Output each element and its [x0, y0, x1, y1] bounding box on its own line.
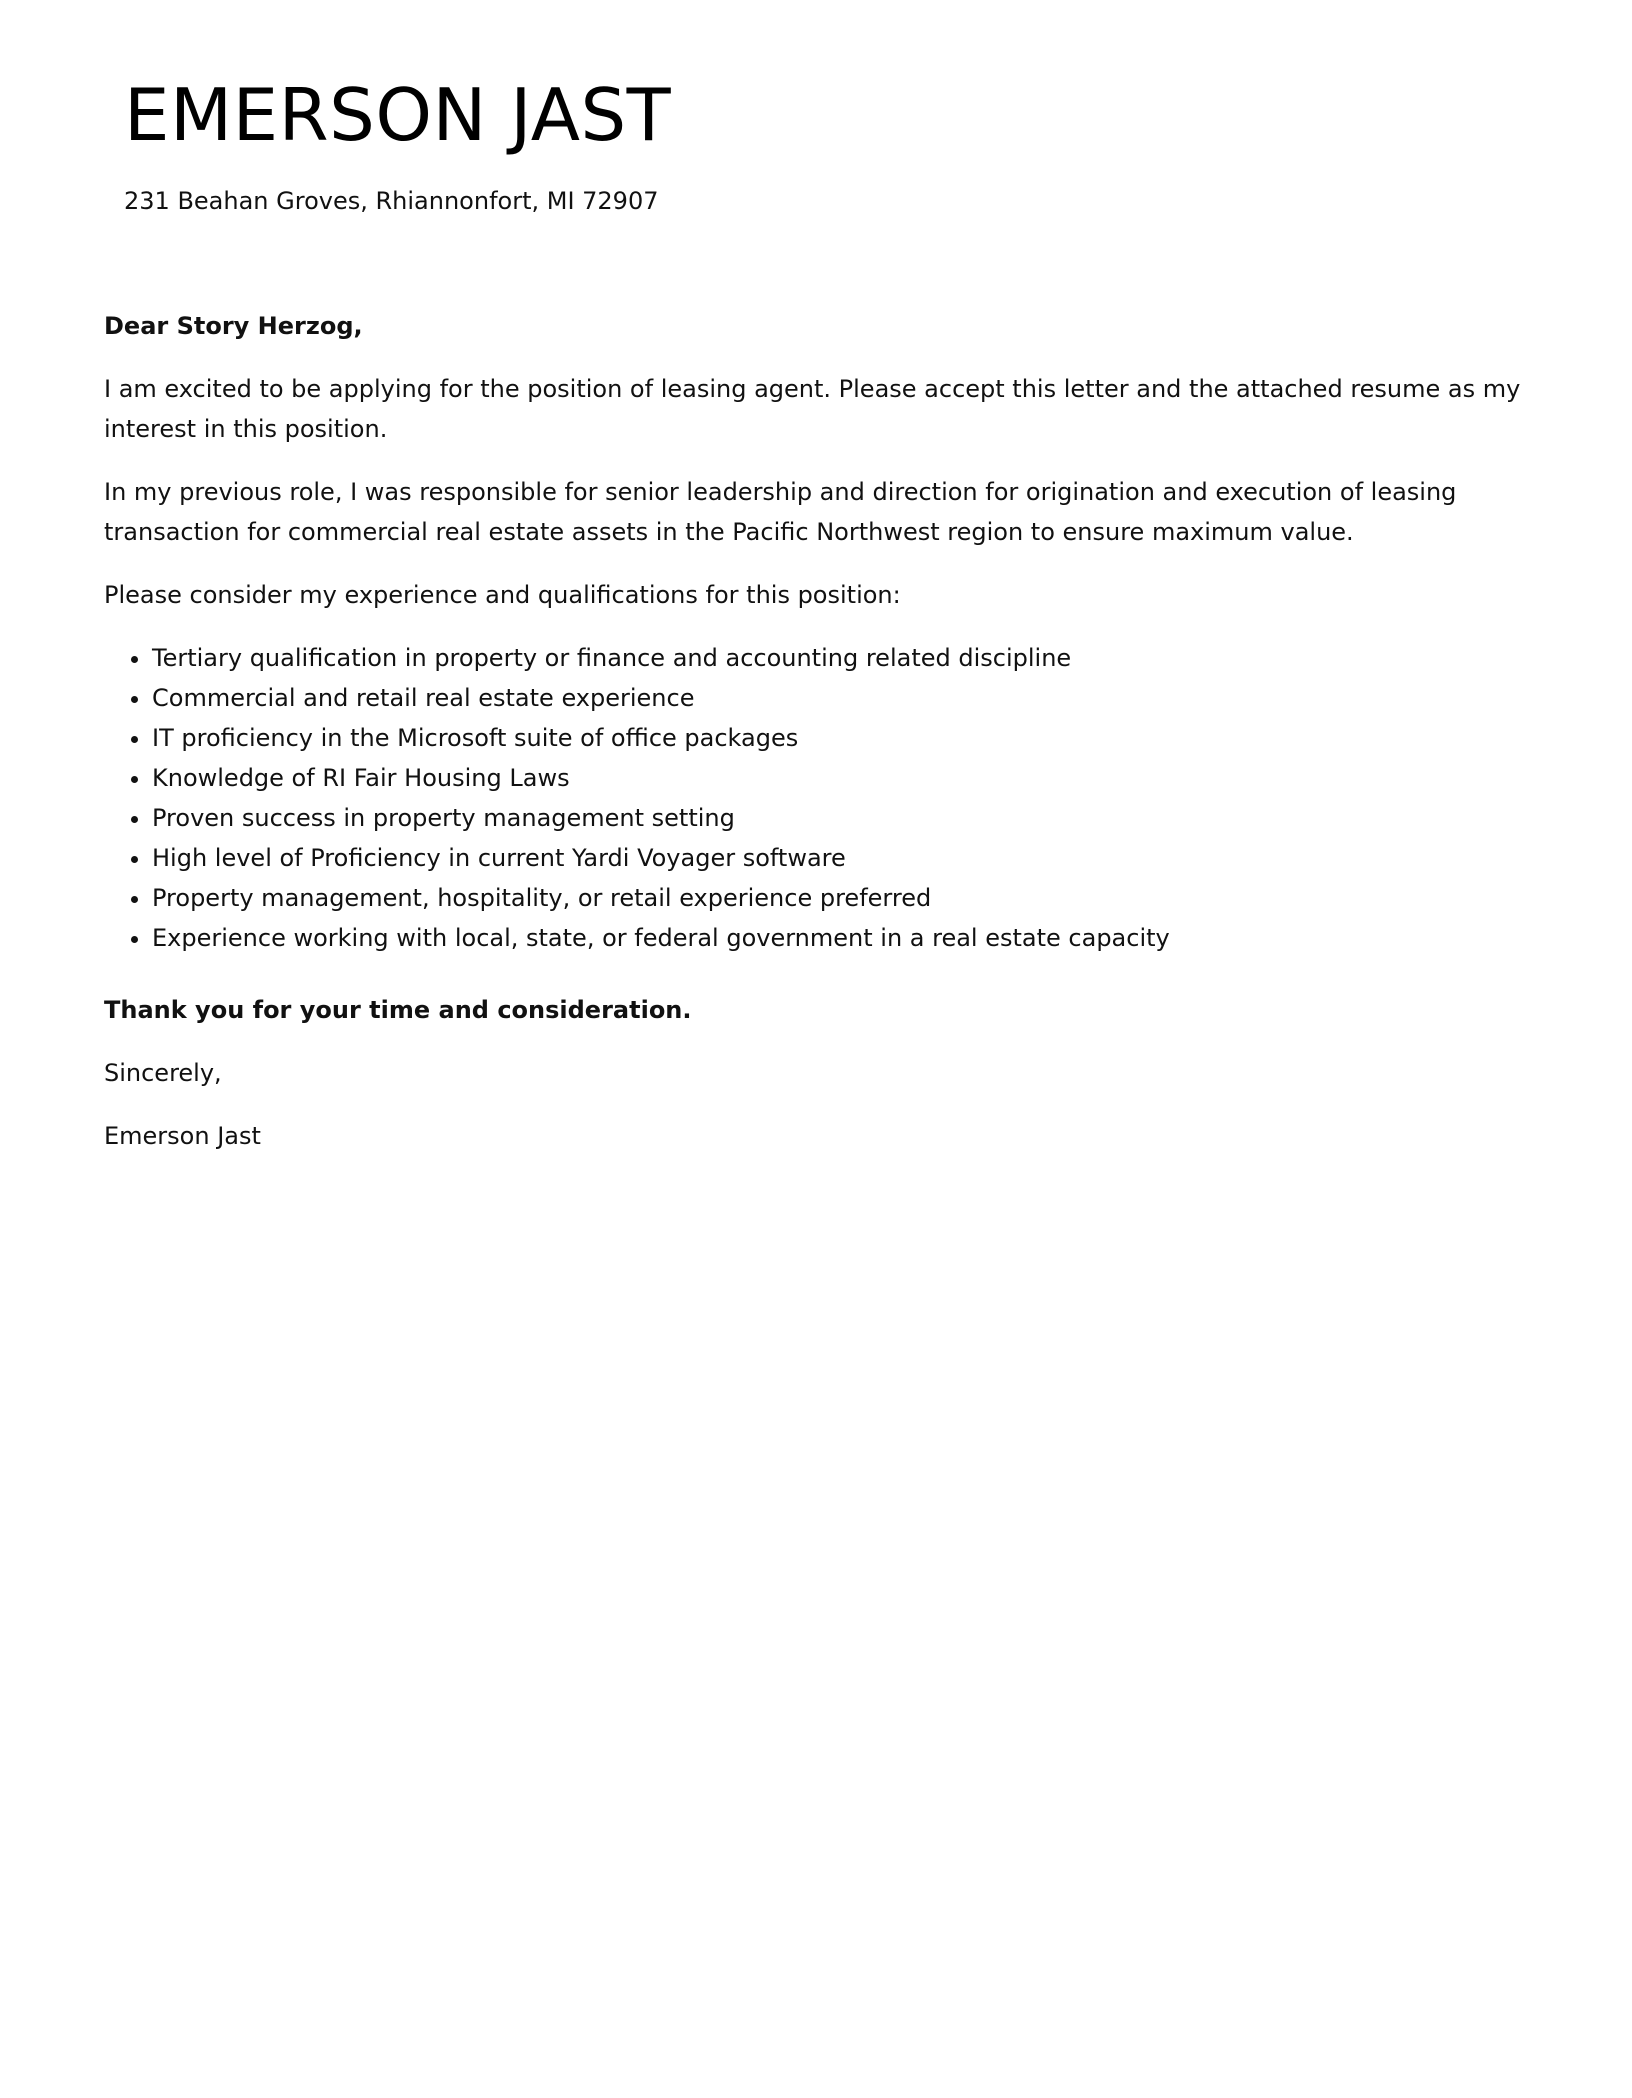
qualification-item: • Knowledge of RI Fair Housing Laws: [152, 758, 1524, 798]
letter-paragraph-qualifications-intro: Please consider my experience and qualifications for this position:: [104, 581, 901, 609]
qualification-item: • Commercial and retail real estate experience: [152, 678, 1524, 718]
qualification-item: • High level of Proficiency in current Yardi Voyager software: [152, 838, 1524, 878]
letter-signature: Emerson Jast: [104, 1122, 261, 1150]
applicant-name-heading: EMERSON JAST: [124, 73, 672, 157]
letter-greeting: Dear Story Herzog,: [104, 312, 363, 340]
letter-body: [104, 306, 1524, 1179]
qualification-item: • Tertiary qualification in property or finance and accounting related discipline: [152, 638, 1524, 678]
qualifications-list: [104, 638, 1524, 958]
applicant-address: 231 Beahan Groves, Rhiannonfort, MI 72907: [124, 187, 659, 215]
qualification-item: • Proven success in property management setting: [152, 798, 1524, 838]
letter-signoff: Sincerely,: [104, 1059, 222, 1087]
qualification-item: • IT proficiency in the Microsoft suite of office packages: [152, 718, 1524, 758]
letter-closing: Thank you for your time and consideration.: [104, 996, 692, 1024]
letter-paragraph-intro: I am excited to be applying for the position of leasing agent. Please accept this letter and the attached resume as my interest in this position.: [104, 375, 1521, 443]
qualification-item: • Experience working with local, state, or federal government in a real estate capacity: [152, 918, 1524, 958]
qualification-item: • Property management, hospitality, or retail experience preferred: [152, 878, 1524, 918]
letter-paragraph-experience: In my previous role, I was responsible for senior leadership and direction for origination and execution of leasing transaction for commercial real estate assets in the Pacific Northwest region to ensure maximum value.: [104, 478, 1457, 546]
